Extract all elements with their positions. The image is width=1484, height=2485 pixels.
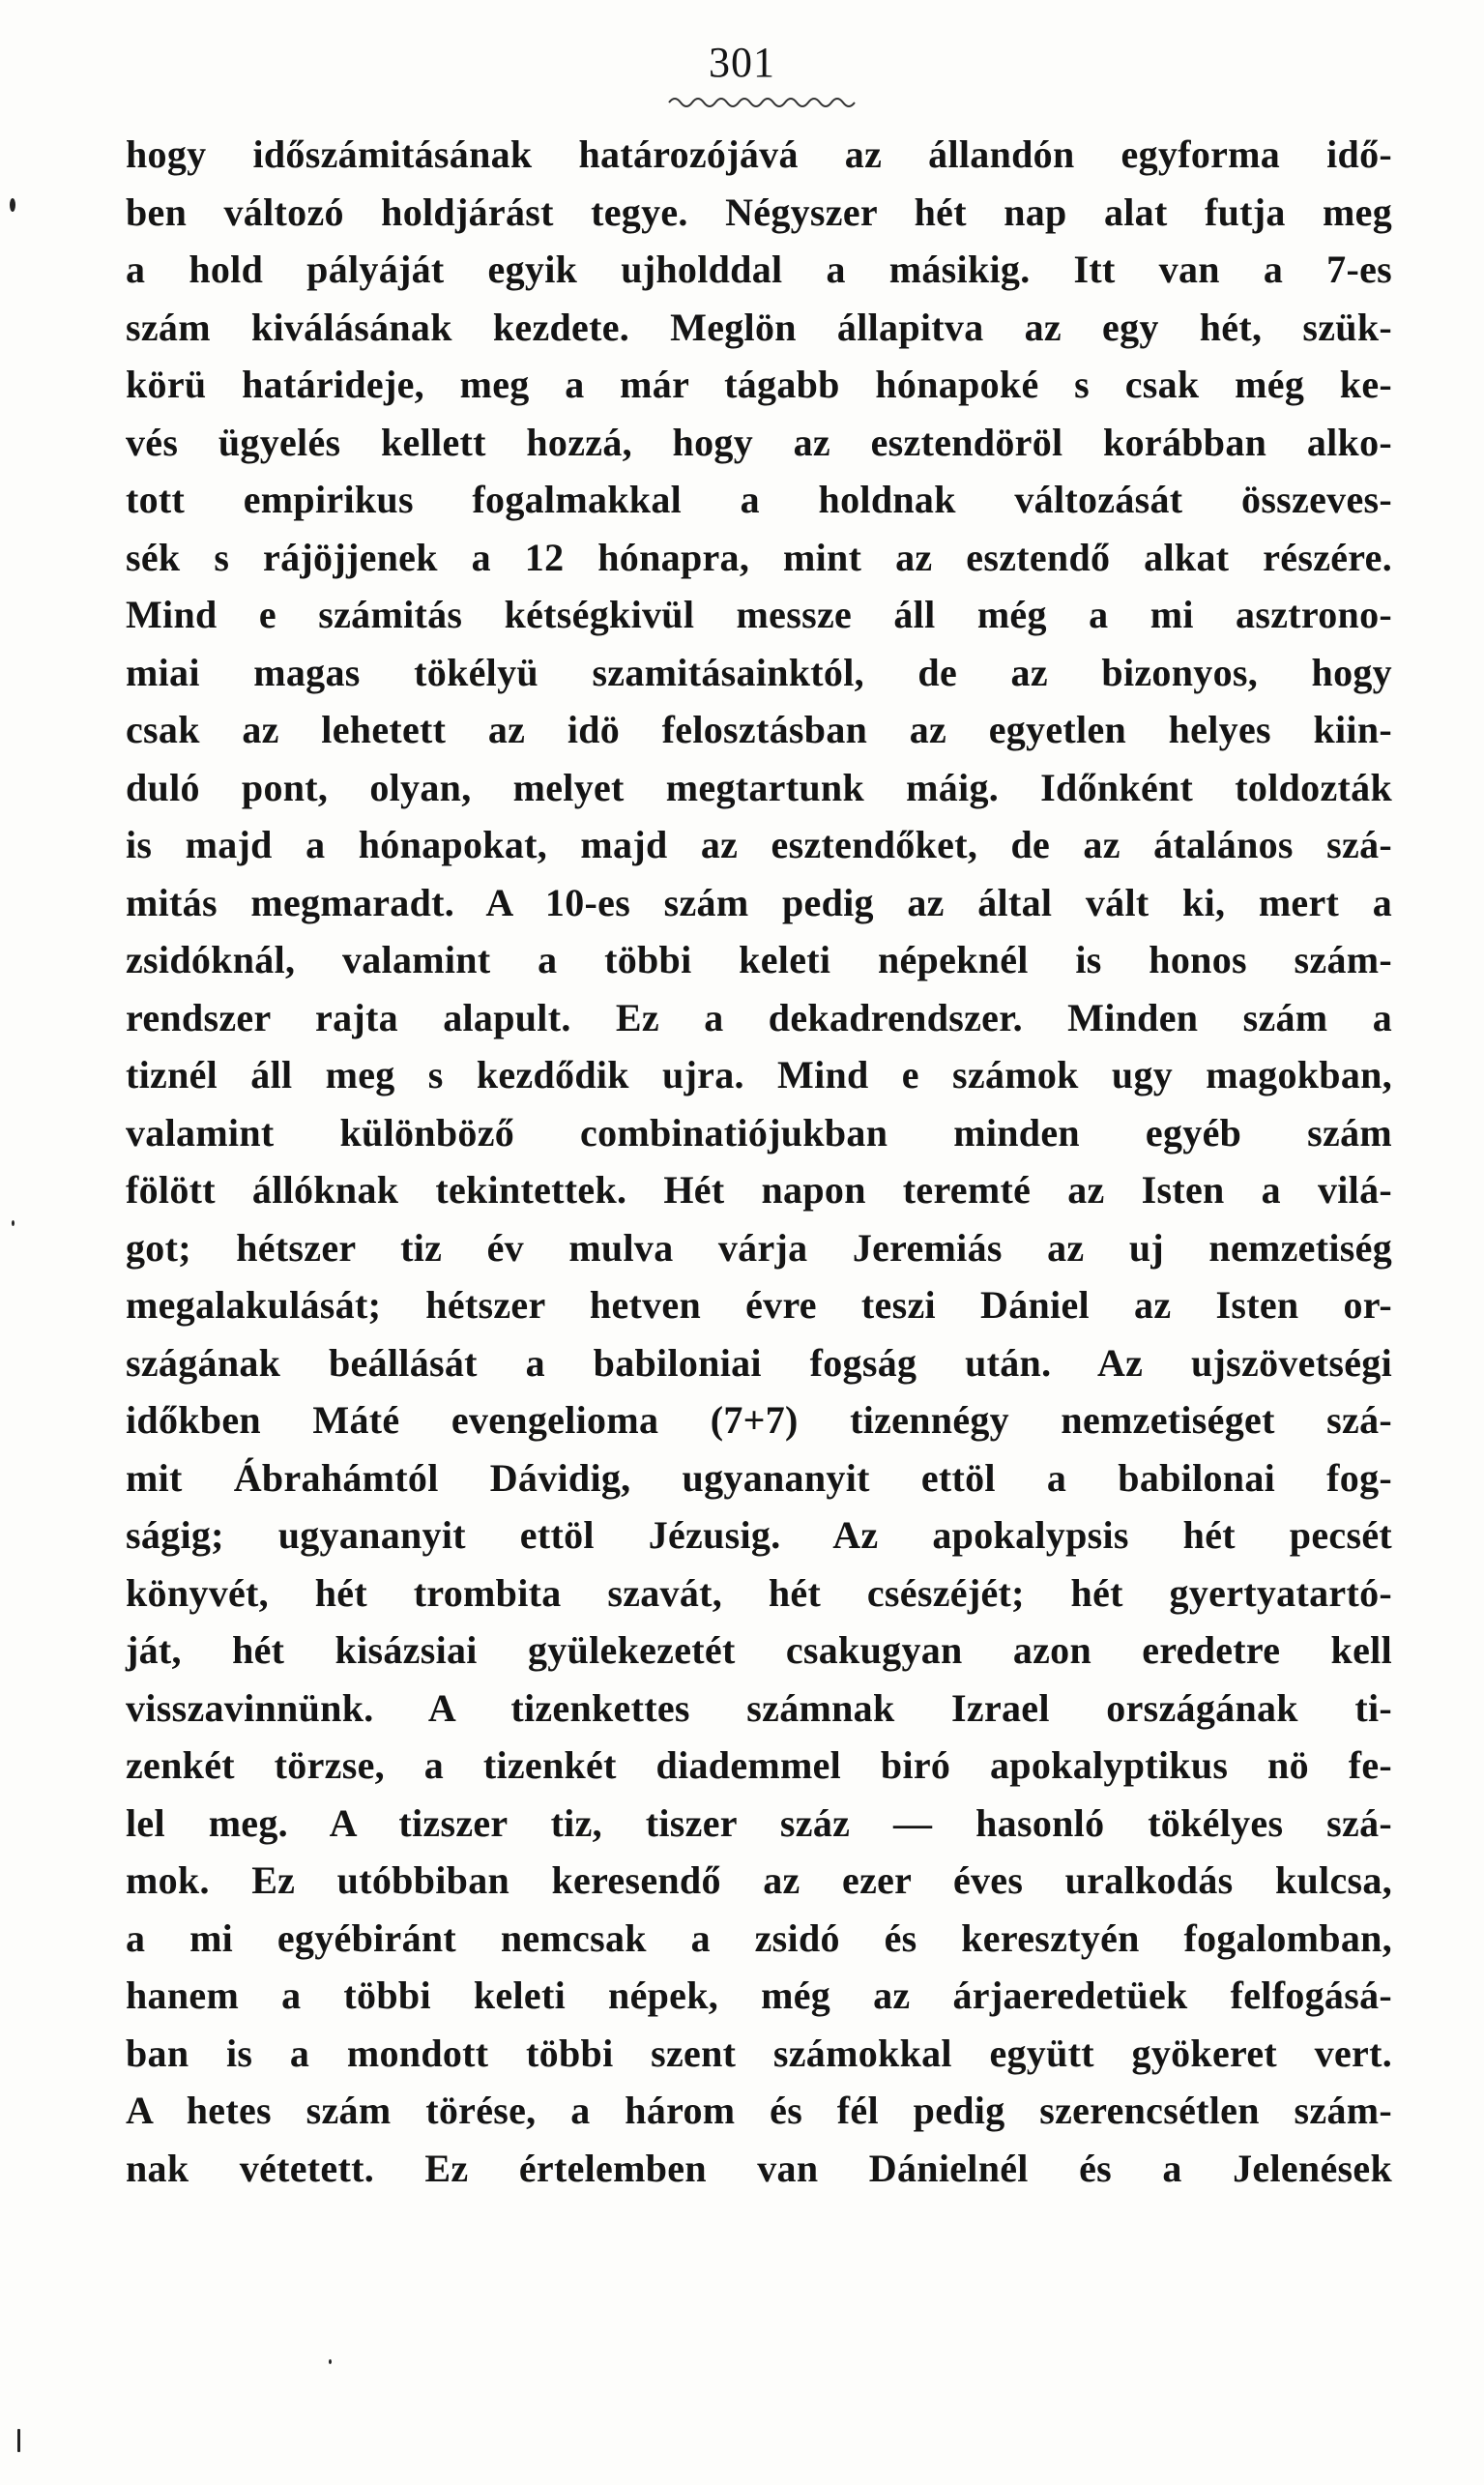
text-line: hanem a többi keleti népek, még az árjaeredetüek felfogásá- (126, 1973, 1392, 2017)
text-line: könyvét, hét trombita szavát, hét csészéjét; hét gyertyatartó- (126, 1570, 1392, 1615)
text-line: a mi egyébiránt nemcsak a zsidó és keresztyén fogalomban, (126, 1915, 1392, 1960)
text-line: ját, hét kisázsiai gyülekezetét csakugyan azon eredetre kell (126, 1628, 1392, 1672)
margin-speck (10, 198, 15, 212)
text-line: visszavinnünk. A tizenkettes számnak Izrael országának ti- (126, 1685, 1392, 1730)
text-line: szám kiválásának kezdete. Meglön állapitva az egy hét, szük- (126, 305, 1392, 349)
text-line: a hold pályáját egyik ujholddal a másikig. Itt van a 7-es (126, 248, 1392, 291)
text-line: got; hétszer tiz év mulva várja Jeremiás az uj nemzetiség (126, 1225, 1392, 1270)
ornament-divider (667, 93, 860, 112)
page-number: 301 (709, 39, 775, 86)
text-line: rendszer rajta alapult. Ez a dekadrendszer. Minden szám a (126, 995, 1392, 1039)
text-line: zsidóknál, valamint a többi keleti népeknél is honos szám- (126, 938, 1392, 981)
text-line: valamint különböző combinatiójukban minden egyéb szám (126, 1110, 1392, 1155)
text-line: ságig; ugyananyit ettöl Jézusig. Az apokalypsis hét pecsét (126, 1513, 1392, 1557)
text-line: körü határideje, meg a már tágabb hónapoké s csak még ke- (126, 363, 1392, 406)
text-line: duló pont, olyan, melyet megtartunk máig. Időnként toldozták (126, 765, 1392, 809)
text-line: fölött állóknak tekintettek. Hét napon teremté az Isten a vilá- (126, 1168, 1392, 1212)
text-line: zenkét törzse, a tizenkét diademmel biró apokalyptikus nö fe- (126, 1743, 1392, 1787)
text-line: A hetes szám törése, a három és fél pedig szerencsétlen szám- (126, 2089, 1392, 2132)
page-header (0, 39, 1484, 87)
margin-speck (12, 1220, 15, 1226)
text-line: ben változó holdjárást tegye. Négyszer hét nap alat futja meg (126, 190, 1392, 234)
text-line: csak az lehetett az idö felosztásban az egyetlen helyes kiin- (126, 708, 1392, 751)
text-line: Mind e számitás kétségkivül messze áll még a mi asztrono- (126, 593, 1392, 636)
text-line: lel meg. A tizszer tiz, tiszer száz — hasonló tökélyes szá- (126, 1800, 1392, 1845)
text-line: mok. Ez utóbbiban keresendő az ezer éves uralkodás kulcsa, (126, 1858, 1392, 1902)
text-line: miai magas tökélyü szamitásainktól, de az bizonyos, hogy (126, 650, 1392, 694)
text-line: nak vétetett. Ez értelemben van Dánielnél és a Jelenések (126, 2146, 1392, 2190)
text-line: sék s rájöjjenek a 12 hónapra, mint az esztendő alkat részére. (126, 535, 1392, 579)
body-text (126, 126, 1392, 2197)
text-line: mit Ábrahámtól Dávidig, ugyananyit ettöl a babilonai fog- (126, 1455, 1392, 1500)
text-line: megalakulását; hétszer hetven évre teszi Dániel az Isten or- (126, 1283, 1392, 1327)
text-line: vés ügyelés kellett hozzá, hogy az esztendöröl korábban alko- (126, 420, 1392, 464)
text-line: mitás megmaradt. A 10-es szám pedig az által vált ki, mert a (126, 880, 1392, 924)
text-line: tott empirikus fogalmakkal a holdnak változását összeves- (126, 478, 1392, 521)
text-line: időkben Máté evengelioma (7+7) tizennégy nemzetiséget szá- (126, 1398, 1392, 1442)
text-line: tiznél áll meg s kezdődik ujra. Mind e számok ugy magokban, (126, 1053, 1392, 1096)
margin-speck (329, 2359, 332, 2364)
margin-speck (17, 2429, 20, 2452)
text-line: hogy időszámitásának határozójává az állandón egyforma idő- (126, 132, 1392, 176)
text-line: szágának beállását a babiloniai fogság után. Az ujszövetségi (126, 1340, 1392, 1385)
text-line: is majd a hónapokat, majd az esztendőket, de az átalános szá- (126, 823, 1392, 866)
text-line: ban is a mondott többi szent számokkal együtt gyökeret vert. (126, 2031, 1392, 2075)
